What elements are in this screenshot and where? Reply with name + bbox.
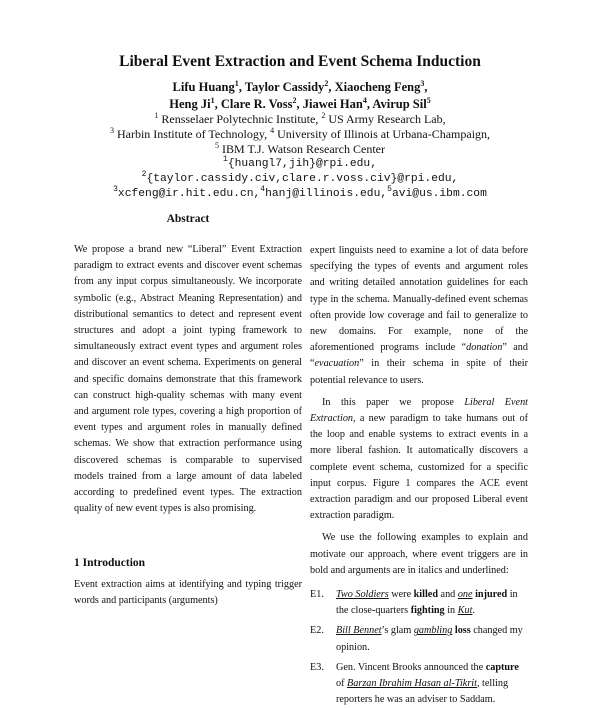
- example-item: E2. Bill Bennet’s glam gambling loss changed my opinion.: [310, 625, 523, 653]
- example-item: E1. Two Soldiers were killed and one injured in the close-quarters fighting in Kut.: [310, 589, 518, 617]
- email-line-1: $^1${huangl7,jih}@rpi.edu,: [223, 155, 377, 170]
- author-name: Lifu Huang: [172, 80, 235, 94]
- author-name: Avirup Sil: [372, 97, 427, 111]
- author-name: Xiaocheng Feng: [334, 80, 421, 94]
- paper-title: Liberal Event Extraction and Event Schema Induction: [119, 53, 481, 70]
- author-name: Clare R. Voss: [220, 97, 293, 111]
- author-line-1: Lifu Huang$^1$, Taylor Cassidy$^2$, Xiaocheng Feng$^3$,: [172, 78, 428, 94]
- email-line-2: $^2${taylor.cassidy.civ,clare.r.voss.civ}@rpi.edu,: [141, 170, 459, 185]
- affiliation-line-1: $^1$ Rensselaer Polytechnic Institute, $^2$ US Army Research Lab,: [154, 111, 446, 126]
- right-column: [310, 243, 528, 708]
- email-line-3: $^3$xcfeng@ir.hit.edu.cn,$^4$hanj@illinois.edu,$^5$avi@us.ibm.com: [113, 185, 487, 200]
- author-name: Heng Ji: [169, 97, 211, 111]
- author-name: Taylor Cassidy: [244, 80, 325, 94]
- affiliation-line-2: $^3$ Harbin Institute of Technology, $^4$ University of Illinois at Urbana-Champaign,: [109, 126, 491, 141]
- paragraph: In this paper we propose Liberal Event Extraction, a new paradigm to take humans out of the loop and enable systems to extract events in a more liberal fashion. It automatically discovers a complete event schema, customized for a specific input corpus. Figure 1 compares the ACE event extraction paradigm and our proposed Liberal event extraction paradigm.: [310, 396, 528, 522]
- example-item: E3. Gen. Vincent Brooks announced the capture of Barzan Ibrahim Hasan al-Tikrit, telling reporters he was an adviser to Saddam.: [310, 661, 519, 706]
- author-name: Jiawei Han: [302, 97, 363, 111]
- section-heading-introduction: 1 Introduction: [74, 557, 146, 569]
- affiliation-line-3: $^5$ IBM T.J. Watson Research Center: [214, 141, 385, 156]
- introduction-text: Event extraction aims at identifying and typing trigger words and participants (arguments): [74, 579, 302, 606]
- abstract-text: We propose a brand new “Liberal” Event Extraction paradigm to extract events and discover event schemas from any input corpus simultaneously. We incorporate symbolic (e.g., Abstract Meaning Representation) and distributional semantics to detect and represent event structures and adopt a joint typing framework to simultaneously extract event types and argument roles and discover an event schema. Experiments on general and specific domains demonstrate that this framework can construct high-quality schemas with many event and argument role types, covering a high proportion of event types and argument roles in manually defined schemas. We show that extraction performance using discovered schemas is comparable to supervised models trained from a large amount of data labeled according to predefined event types. The extraction quality of new event types is also promising.: [74, 244, 302, 515]
- paragraph: expert linguists need to examine a lot of data before specifying the types of events and argument roles and writing detailed annotation guidelines for each type in the schema. Manually-defined event schemas often provide low coverage and fail to generalize to new domains. For example, none of the aforementioned programs include “donation” and “evacuation” in their schema in spite of their potential relevance to users.: [310, 245, 528, 386]
- author-line-2: Heng Ji$^1$, Clare R. Voss$^2$, Jiawei Han$^4$, Avirup Sil$^5$: [169, 95, 431, 111]
- abstract-body: [74, 242, 302, 517]
- paragraph: We use the following examples to explain and motivate our approach, where event triggers are in bold and arguments are in italics and underlined:: [310, 532, 528, 576]
- abstract-heading: Abstract: [166, 213, 210, 225]
